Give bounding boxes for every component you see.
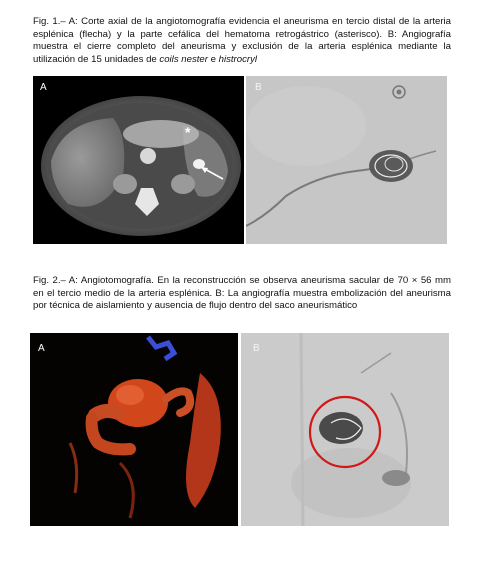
figure-2-caption-text: Fig. 2.– A: Angiotomografía. En la reconstrucción se observa aneurisma sacular de 70 × 56 mm en el tercio medio de la arteria esplénica. B: La angiografía muestra embolización del aneurisma por técnica de aislamiento y ausencia de flujo dentro del saco aneurismático [33,275,451,312]
figure-2-caption [33,275,451,313]
figure-2-panel-a-label: A [38,343,45,354]
figure-1-panel-a-label: A [40,82,47,93]
reconstruction-splenic-artery [95,411,118,415]
ct-aorta [140,148,156,164]
angio-drawing-2 [241,333,449,526]
figure-2-panel-a-reconstruction [30,333,238,526]
figure-1-caption-italic-histrocryl: histrocryl [218,53,258,65]
ct-axial-drawing [33,76,244,244]
figure-1-caption-italic-coils: coils nester [159,53,208,65]
figure-2-panel-b-label: B [253,343,260,354]
reconstruction-drawing [30,333,238,526]
ct-kidney-right [113,174,137,194]
figure-1-caption-text: Fig. 1.– A: Corte axial de la angiotomografía evidencia el aneurisma en tercio distal de la arteria esplénica (flecha) y la parte cefálica del hematoma retrogástrico (asterisco). B: Angiografía muestra el cierre completo del aneurisma y exclusión de la arteria esplénica mediante la utilización de 15 unidades de [33,16,451,65]
figure-1-caption-conjunction: e [207,53,219,65]
figure-1-caption [33,16,451,66]
angio-drawing-1 [246,76,447,244]
figure-2-panel-b-angiography [241,333,449,526]
figure-1-panel-a-ct-image [33,76,244,244]
figure-1-panel-b-label: B [255,82,262,93]
ct-kidney-left [171,174,195,194]
figure-1-panel-b-angiography [246,76,447,244]
figure-1-asterisk-marker: * [185,124,191,140]
